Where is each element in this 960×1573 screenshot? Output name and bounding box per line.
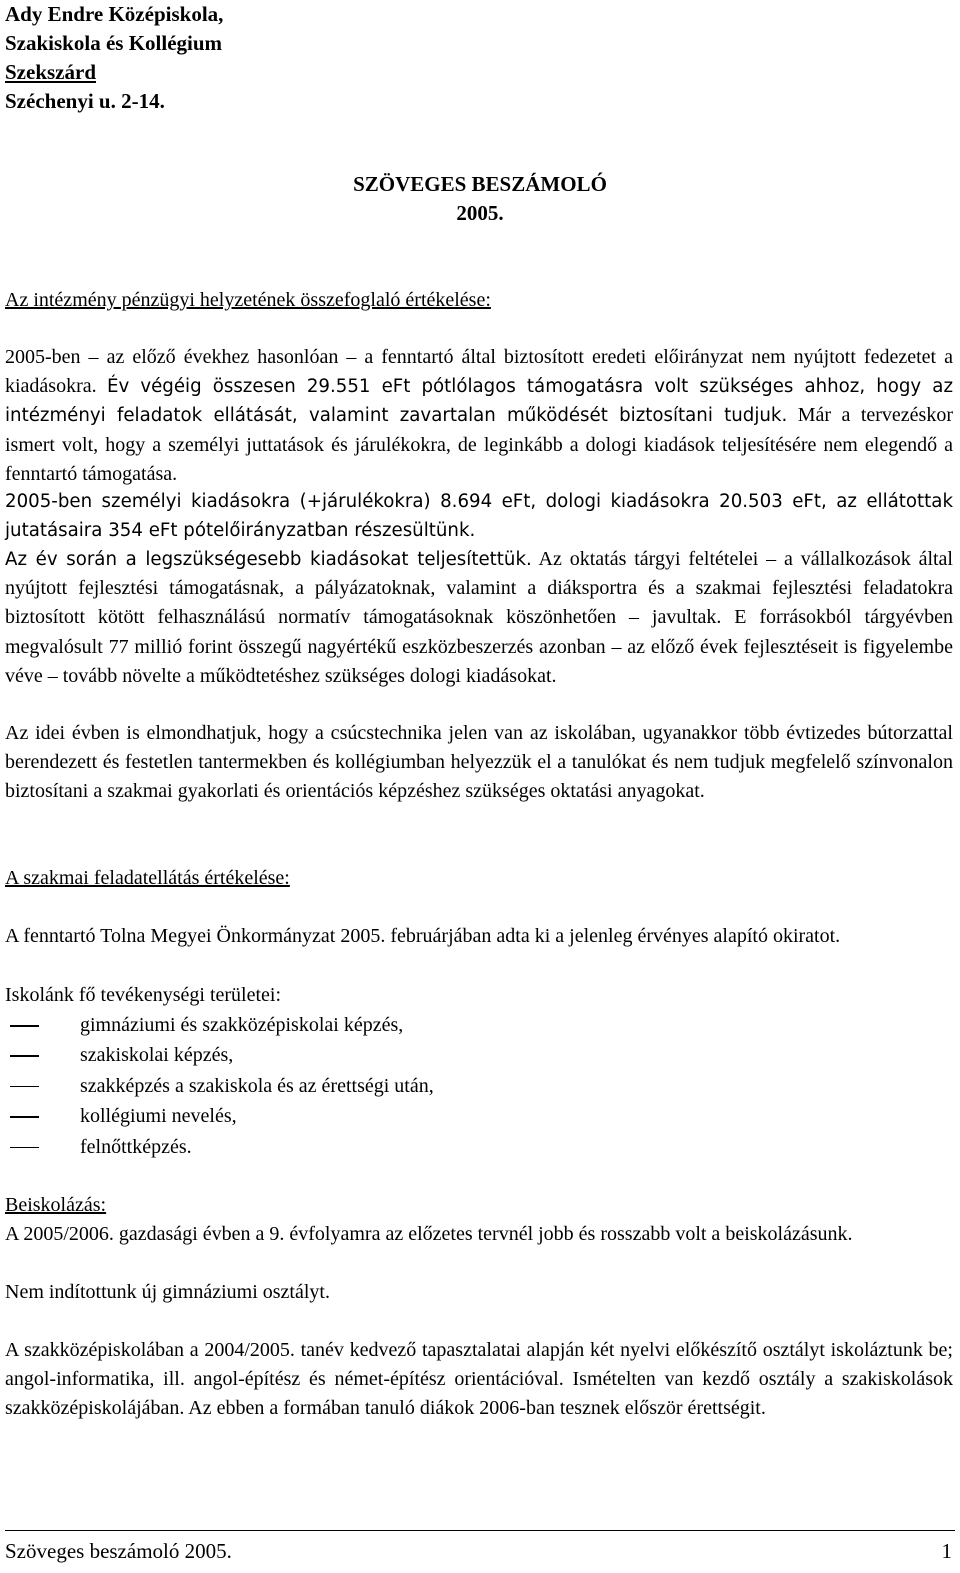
footer-divider: [5, 1530, 955, 1531]
activity-list-intro: Iskolánk fő tevékenységi területei:: [5, 984, 282, 1006]
activity-list: [5, 1010, 434, 1162]
list-item-text: kollégiumi nevelés,: [80, 1105, 237, 1128]
financial-paragraph-3: [5, 545, 953, 691]
list-item: [5, 1071, 434, 1101]
footer-title: Szöveges beszámoló 2005.: [5, 1539, 232, 1563]
founding-document-paragraph: A fenntartó Tolna Megyei Önkormányzat 2005. februárjában adta ki a jelenleg érvényes alapító okiratot.: [5, 925, 841, 947]
list-item: [5, 1101, 434, 1131]
financial-paragraph-1: [5, 343, 953, 489]
list-item: [5, 1132, 434, 1162]
list-item: [5, 1010, 434, 1040]
list-item-text: felnőttképzés.: [80, 1135, 192, 1158]
expenses-fulfilled-text: Az év során a legszükségesebb kiadásokat teljesítettük.: [5, 549, 532, 570]
document-year: 2005.: [456, 201, 504, 225]
planning-shortfall-text: Már a tervezéskor ismert volt, hogy a személyi juttatások és járulékokra, de leginkább a dologi kiadások teljesítésére nem elegendő a fenntartó támogatása.: [5, 404, 953, 485]
school-address: Széchenyi u. 2-14.: [5, 89, 165, 113]
enrollment-paragraph-3: A szakközépiskolában a 2004/2005. tanév kedvező tapasztalatai alapján két nyelvi előkészítő osztályt iskoláztunk be; angol-informatika, ill. angol-építész és német-építész orientációval. Ismételten van kezdő osztály a szakiskolások szakközépiskolájában. Az ebben a formában tanuló diákok 2006-ban tesznek először érettségit.: [5, 1339, 953, 1420]
school-type-line: Szakiskola és Kollégium: [5, 31, 223, 55]
school-city: Szekszárd: [5, 60, 96, 84]
enrollment-section-heading: Beiskolázás:: [5, 1194, 107, 1216]
financial-paragraph-4: Az idei évben is elmondhatjuk, hogy a csúcstechnika jelen van az iskolában, ugyanakkor több évtizedes bútorzattal berendezett és festetlen tantermekben és kollégiumban helyezzük el a tanulókat és nem tudjuk megfelelő színvonalon biztosítani a szakmai gyakorlati és orientációs képzéshez szükséges oktatási anyagokat.: [5, 722, 953, 803]
school-header: [5, 0, 223, 116]
list-item-text: szakiskolai képzés,: [80, 1044, 234, 1067]
financial-paragraph-2: 2005-ben személyi kiadásokra (+járulékokra) 8.694 eFt, dologi kiadásokra 20.503 eFt, az ellátottak jutatásaira 354 eFt pótelőirányzatban részesültünk.: [5, 491, 953, 541]
document-title: SZÖVEGES BESZÁMOLÓ: [353, 172, 607, 196]
list-item-text: gimnáziumi és szakközépiskolai képzés,: [80, 1014, 404, 1036]
financial-intro-text: 2005-ben – az előző évekhez hasonlóan – a fenntartó által biztosított eredeti előirányzat nem nyújtott fedezetet a kiadásokra.: [5, 346, 953, 398]
school-name-line: Ady Endre Középiskola,: [5, 2, 224, 26]
professional-section-heading: A szakmai feladatellátás értékelése:: [5, 867, 290, 889]
list-item: [5, 1040, 434, 1070]
financial-section-heading: Az intézmény pénzügyi helyzetének összefoglaló értékelése:: [5, 289, 491, 311]
page-number: 1: [941, 1539, 952, 1563]
enrollment-paragraph-1: A 2005/2006. gazdasági évben a 9. évfolyamra az előzetes tervnél jobb és rosszabb volt a beiskolázásunk.: [5, 1223, 853, 1245]
supplementary-funding-text: Év végéig összesen 29.551 eFt pótlólagos támogatásra volt szükséges ahhoz, hogy az intézményi feladatok ellátását, valamint zavartalan működését biztosítani tudjuk.: [5, 376, 953, 427]
enrollment-paragraph-2: Nem indítottunk új gimnáziumi osztályt.: [5, 1281, 330, 1303]
list-item-text: szakképzés a szakiskola és az érettségi után,: [80, 1074, 434, 1097]
material-conditions-text: Az oktatás tárgyi feltételei – a vállalkozások által nyújtott fejlesztési támogatásnak, a pályázatoknak, valamint a diáksportra és a szakmai fejlesztési feladatokra biztosított kötött felhasználású normatív támogatásoknak köszönhetően – javultak. E forrásokból tárgyévben megvalósult 77 millió forint összegű nagyértékű eszközbeszerzés azonban – az előző évek fejlesztéseit is figyelembe véve – tovább növelte a működtetéshez szükséges dologi kiadásokat.: [5, 548, 953, 687]
